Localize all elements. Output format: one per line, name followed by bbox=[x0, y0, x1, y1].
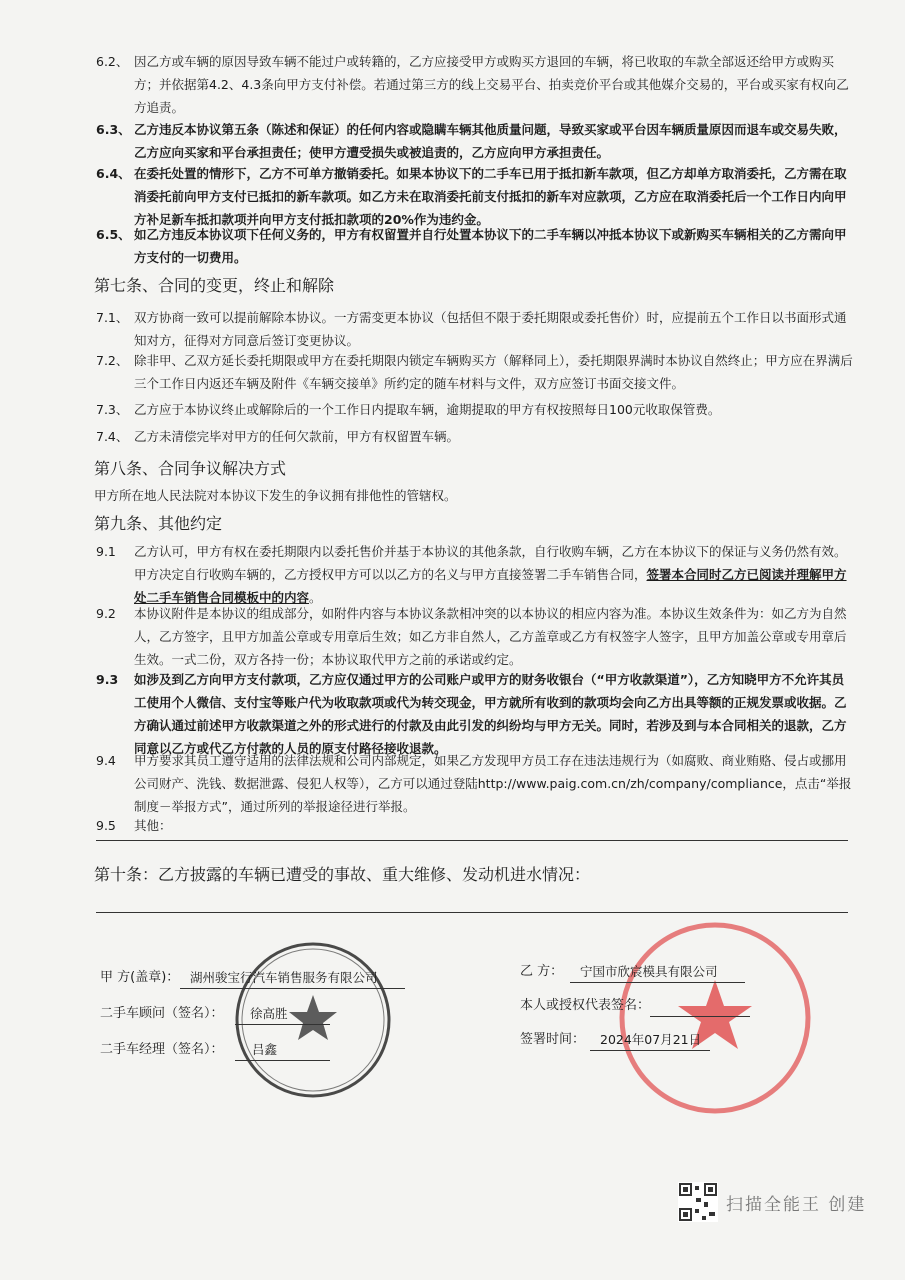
sign-date-underline bbox=[590, 1050, 710, 1051]
manager-label: 二手车经理（签名）： bbox=[100, 1042, 224, 1057]
manager-name: 吕鑫 bbox=[252, 1042, 278, 1057]
clause-text: 如涉及到乙方向甲方支付款项，乙方应仅通过甲方的公司账户或甲方的财务收银台（“甲方收款渠道”），乙方知晓甲方不允许其员工使用个人微信、支付宝等账户代为收取款项或代为转交现金，甲方就所有收到的款项均会向乙方出具等额的正规发票或收据。乙方确认通过前述甲方收款渠道之外的形式进行的付款及由此引发的纠纷均与甲方无关。同时，若涉及到与本合同相关的退款，乙方同意以乙方或代乙方付款的人员的原支付路径接收退款。 bbox=[134, 672, 847, 756]
clause-number: 9.5 bbox=[96, 818, 116, 833]
section-7-heading: 第七条、合同的变更，终止和解除 bbox=[94, 276, 335, 295]
clause-number: 7.4、 bbox=[96, 429, 129, 444]
clause-number: 6.4、 bbox=[96, 166, 131, 181]
clause-text: 除非甲、乙双方延长委托期限或甲方在委托期限内锁定车辆购买方（解释同上），委托期限界满时本协议自然终止；甲方应在界满后三个工作日内返还车辆及附件《车辆交接单》所约定的随车材料与文件，双方应签订书面交接文件。 bbox=[134, 353, 853, 391]
clause-number: 6.2、 bbox=[96, 54, 129, 69]
clause-text bbox=[134, 540, 856, 609]
clause-9-3 bbox=[96, 668, 856, 760]
clause-number: 9.1 bbox=[96, 544, 116, 559]
clause-7-2 bbox=[96, 349, 856, 395]
clause-text: 其他： bbox=[134, 818, 172, 833]
clause-7-3 bbox=[96, 398, 856, 421]
clause-9-4 bbox=[96, 749, 856, 818]
scanner-watermark: 扫描全能王 创建 bbox=[726, 1195, 867, 1215]
sign-date-label: 签署时间： bbox=[520, 1032, 586, 1047]
clause-number: 9.2 bbox=[96, 606, 116, 621]
clause-6-3 bbox=[96, 118, 856, 164]
consultant-label: 二手车顾问（签名）： bbox=[100, 1006, 224, 1021]
clause-9-1 bbox=[96, 540, 856, 609]
clause-text: 如乙方违反本协议项下任何义务的，甲方有权留置并自行处置本协议下的二手车辆以冲抵本协议下或新购买车辆相关的乙方需向甲方支付的一切费用。 bbox=[134, 227, 847, 265]
party-b-seal bbox=[615, 918, 815, 1118]
section-10-heading: 第十条：乙方披露的车辆已遭受的事故、重大维修、发动机进水情况： bbox=[94, 865, 591, 884]
party-b-name: 宁国市欣宸模具有限公司 bbox=[580, 964, 718, 979]
party-b-label: 乙 方： bbox=[520, 964, 564, 979]
clause-6-2 bbox=[96, 50, 856, 119]
clause-number: 9.3 bbox=[96, 672, 119, 687]
rep-sign-label: 本人或授权代表签名： bbox=[520, 998, 651, 1013]
clause-number: 7.1、 bbox=[96, 310, 129, 325]
clause-text: 在委托处置的情形下，乙方不可单方撤销委托。如果本协议下的二手车已用于抵扣新车款项，但乙方却单方取消委托，乙方需在取消委托前向甲方支付已抵扣的新车款项。如乙方未在取消委托前支付抵扣的新车对应款项，乙方应在取消委托后一个工作日内向甲方补足新车抵扣款项并向甲方支付抵扣款项的20%作为违约金。 bbox=[134, 166, 847, 227]
clause-text: 甲方要求其员工遵守适用的法律法规和公司内部规定，如果乙方发现甲方员工存在违法违规行为（如腐败、商业贿赂、侵占或挪用公司财产、洗钱、数据泄露、侵犯人权等），乙方可以通过登陆http://www.paig.com.cn/zh/company/compliance，点击“举报制度－举报方式”，通过所列的举报途径进行举报。 bbox=[134, 753, 852, 814]
clause-9-1-text: 乙方认可，甲方有权在委托期限内以委托售价并基于本协议的其他条款，自行收购车辆，乙方在本协议下的保证与义务仍然有效。甲方决定自行收购车辆的，乙方授权甲方可以以乙方的名义与甲方直接签署二手车销售合同， bbox=[134, 544, 847, 582]
clause-number: 9.4 bbox=[96, 753, 116, 768]
clause-number: 7.3、 bbox=[96, 402, 129, 417]
clause-9-5 bbox=[96, 814, 856, 837]
consultant-underline bbox=[235, 1024, 330, 1025]
blank-line-9-5 bbox=[96, 840, 848, 841]
clause-text: 乙方未清偿完毕对甲方的任何欠款前，甲方有权留置车辆。 bbox=[134, 429, 460, 444]
sign-date: 2024年07月21日 bbox=[600, 1032, 702, 1047]
clause-9-1-underlined: 签署本合同时乙方已阅读并理解甲方处二手车销售合同模板中的内容 bbox=[134, 567, 847, 605]
clause-text: 乙方违反本协议第五条（陈述和保证）的任何内容或隐瞒车辆其他质量问题，导致买家或平台因车辆质量原因而退车或交易失败，乙方应向买家和平台承担责任；使甲方遭受损失或被追责的，乙方应向甲方承担责任。 bbox=[134, 122, 847, 160]
clause-7-4 bbox=[96, 425, 856, 448]
clause-number: 6.3、 bbox=[96, 122, 131, 137]
clause-9-2 bbox=[96, 602, 856, 671]
rep-sign-underline bbox=[650, 1016, 750, 1017]
clause-text: 本协议附件是本协议的组成部分，如附件内容与本协议条款相冲突的以本协议的相应内容为准。本协议生效条件为：如乙方为自然人，乙方签字，且甲方加盖公章或专用章后生效；如乙方非自然人，乙方盖章或乙方有权签字人签字，且甲方加盖公章或专用章后生效。一式二份，双方各持一份；本协议取代甲方之前的承诺或约定。 bbox=[134, 606, 847, 667]
party-a-name: 湖州骏宝行汽车销售服务有限公司 bbox=[190, 970, 378, 985]
section-8-heading: 第八条、合同争议解决方式 bbox=[94, 459, 287, 478]
clause-7-1 bbox=[96, 306, 856, 352]
manager-underline bbox=[235, 1060, 330, 1061]
party-a-label: 甲 方(盖章)： bbox=[100, 970, 180, 985]
qr-code-icon bbox=[678, 1182, 718, 1222]
clause-text: 因乙方或车辆的原因导致车辆不能过户或转籍的，乙方应接受甲方或购买方退回的车辆，将已收取的车款全部返还给甲方或购买方；并依据第4.2、4.3条向甲方支付补偿。若通过第三方的线上交易平台、拍卖竞价平台或其他媒介交易的，平台或买家有权向乙方追责。 bbox=[134, 54, 849, 115]
clause-6-5 bbox=[96, 223, 856, 269]
section-9-heading: 第九条、其他约定 bbox=[94, 514, 223, 533]
clause-number: 6.5、 bbox=[96, 227, 131, 242]
clause-6-4 bbox=[96, 162, 856, 231]
clause-number: 7.2、 bbox=[96, 353, 129, 368]
clause-9-1-end: 。 bbox=[309, 590, 322, 605]
section-8-text: 甲方所在地人民法院对本协议下发生的争议拥有排他性的管辖权。 bbox=[94, 488, 457, 503]
consultant-name: 徐高胜 bbox=[250, 1006, 288, 1021]
party-a-underline bbox=[180, 988, 405, 989]
clause-text: 乙方应于本协议终止或解除后的一个工作日内提取车辆，逾期提取的甲方有权按照每日100元收取保管费。 bbox=[134, 402, 721, 417]
clause-text: 双方协商一致可以提前解除本协议。一方需变更本协议（包括但不限于委托期限或委托售价）时，应提前五个工作日以书面形式通知对方，征得对方同意后签订变更协议。 bbox=[134, 310, 847, 348]
party-b-underline bbox=[570, 982, 745, 983]
blank-line-10 bbox=[96, 912, 848, 913]
